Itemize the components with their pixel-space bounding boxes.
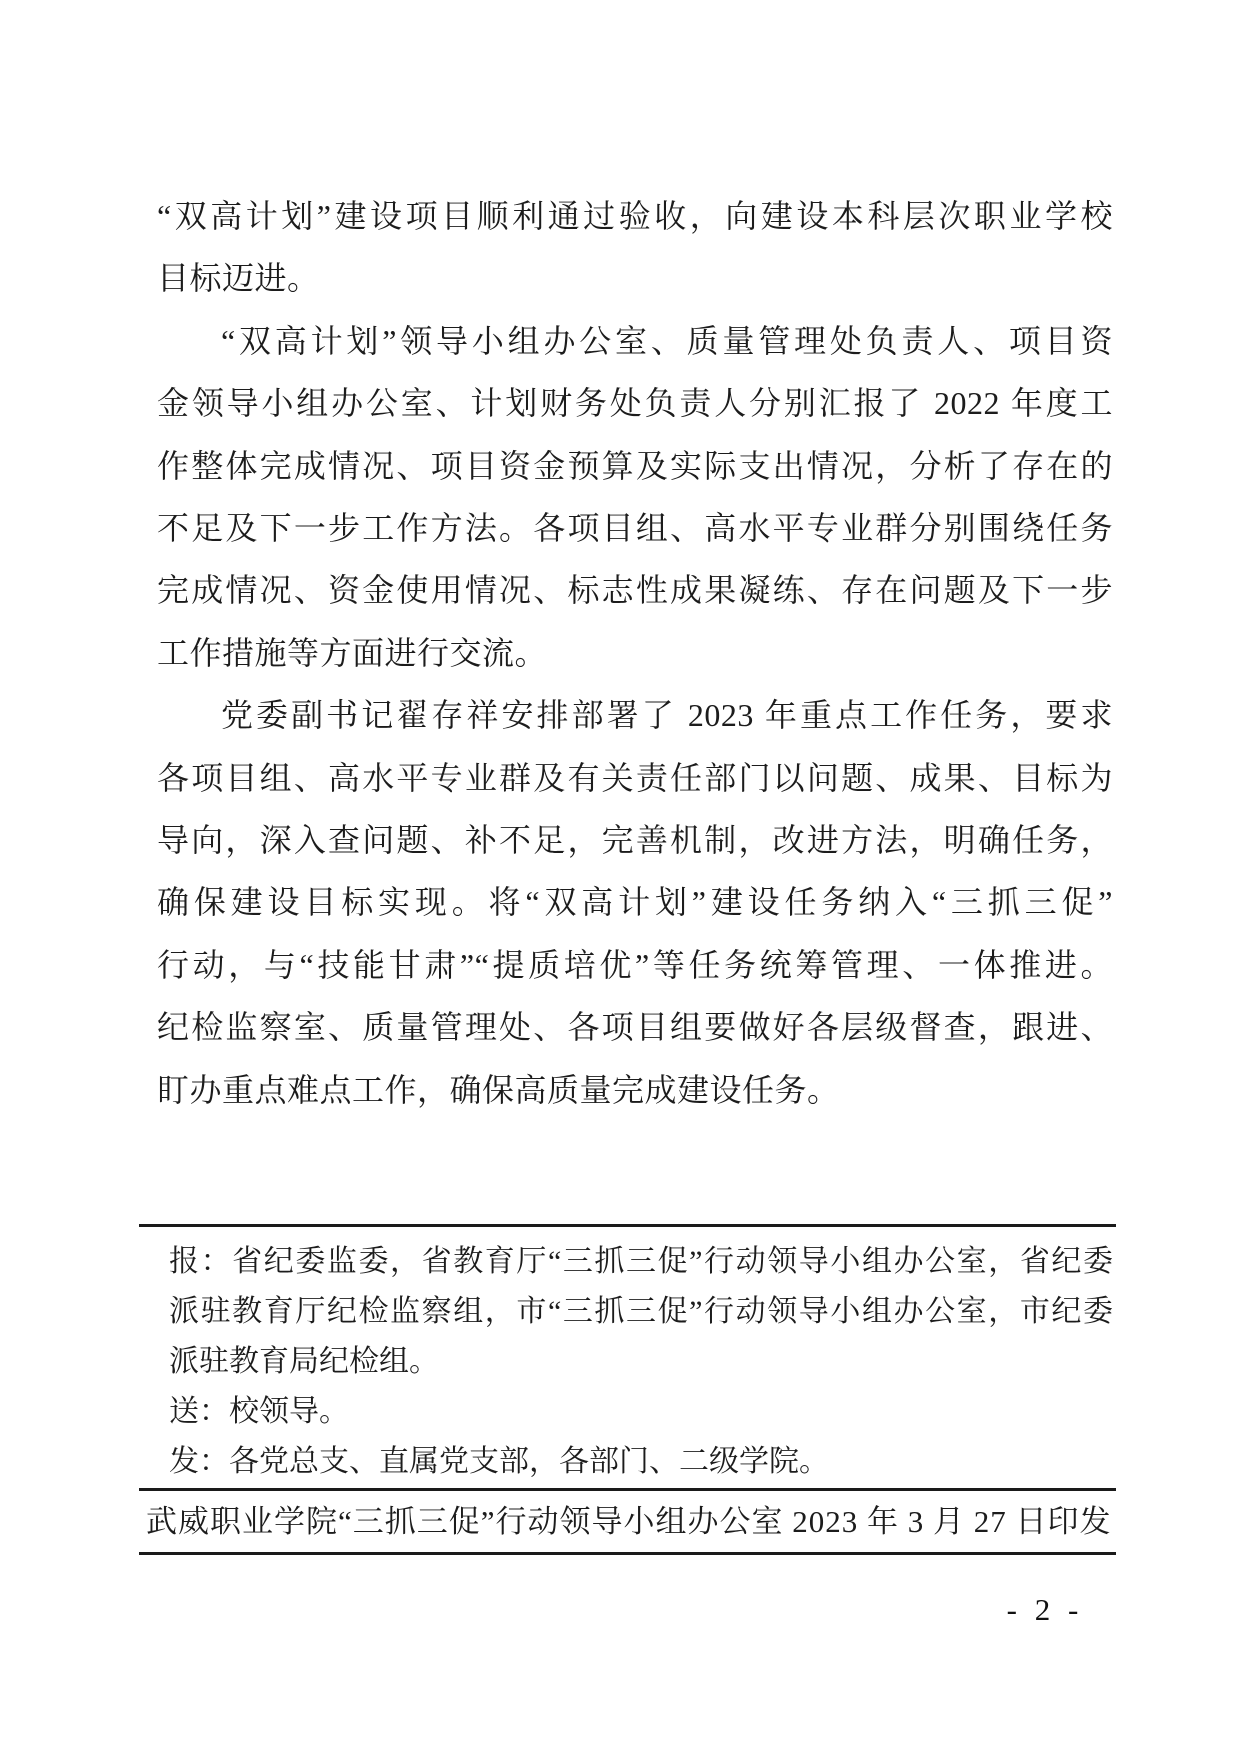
distribution-line: 送：校领导。 <box>169 1395 349 1428</box>
issuer-separator-bottom <box>139 1552 1116 1555</box>
body-line: 完成情况、资金使用情况、标志性成果凝练、存在问题及下一步 <box>157 572 1113 609</box>
distribution-line: 报：省纪委监委，省教育厅“三抓三促”行动领导小组办公室，省纪委 <box>169 1245 1113 1278</box>
footer-separator-top <box>139 1224 1116 1227</box>
issuer-line: 武威职业学院“三抓三促”行动领导小组办公室 2023 年 3 月 27 日印发 <box>146 1504 1112 1539</box>
body-line: 工作措施等方面进行交流。 <box>157 634 548 671</box>
body-line: 党委副书记翟存祥安排部署了 2023 年重点工作任务，要求 <box>221 697 1113 734</box>
body-line: 确保建设目标实现。将“双高计划”建设任务纳入“三抓三促” <box>157 884 1113 921</box>
distribution-line: 派驻教育局纪检组。 <box>169 1345 439 1378</box>
distribution-line: 发：各党总支、直属党支部，各部门、二级学院。 <box>169 1445 829 1478</box>
body-line: 各项目组、高水平专业群及有关责任部门以问题、成果、目标为 <box>157 759 1113 796</box>
body-line: 金领导小组办公室、计划财务处负责人分别汇报了 2022 年度工 <box>157 385 1113 422</box>
body-line: 作整体完成情况、项目资金预算及实际支出情况，分析了存在的 <box>157 447 1113 484</box>
body-line: 目标迈进。 <box>157 260 320 297</box>
distribution-line: 派驻教育厅纪检监察组，市“三抓三促”行动领导小组办公室，市纪委 <box>169 1295 1113 1328</box>
body-line: 导向，深入查问题、补不足，完善机制，改进方法，明确任务， <box>157 822 1113 859</box>
body-line: “双高计划”建设项目顺利通过验收，向建设本科层次职业学校 <box>157 198 1113 234</box>
body-line: 不足及下一步工作方法。各项目组、高水平专业群分别围绕任务 <box>157 510 1113 547</box>
issuer-separator-top <box>139 1488 1116 1491</box>
body-line: 纪检监察室、质量管理处、各项目组要做好各层级督查，跟进、 <box>157 1009 1113 1046</box>
distribution-block <box>169 1237 1113 1487</box>
document-body <box>157 185 1113 1121</box>
page-number: - 2 - <box>1006 1592 1084 1627</box>
body-line: 行动，与“技能甘肃”“提质培优”等任务统筹管理、一体推进。 <box>157 946 1113 983</box>
body-line: 盯办重点难点工作，确保高质量完成建设任务。 <box>157 1071 840 1108</box>
body-line: “双高计划”领导小组办公室、质量管理处负责人、项目资 <box>221 322 1113 359</box>
